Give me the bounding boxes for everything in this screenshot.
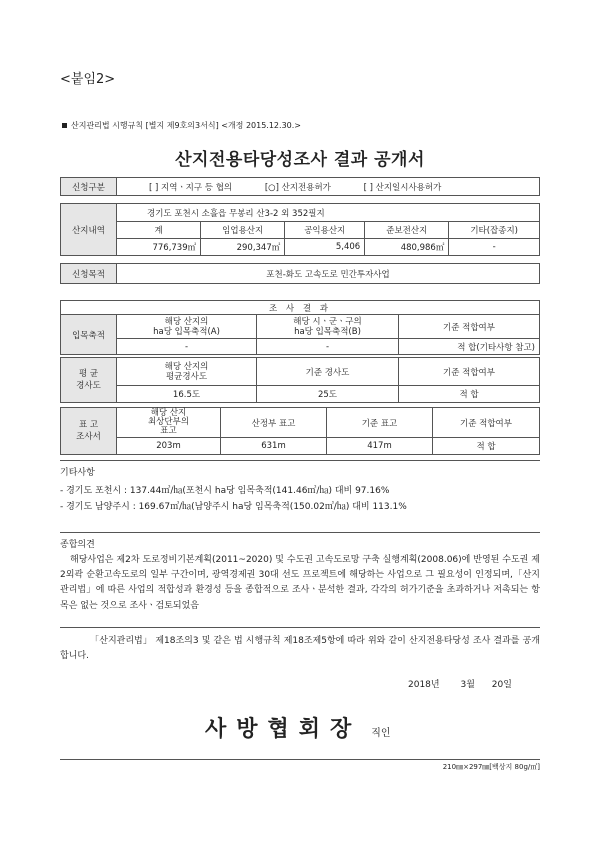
elevation-header-peak: 산정부 표고: [221, 408, 327, 438]
statement-section: [60, 627, 540, 664]
issuer-name: 사방협회장: [205, 717, 362, 742]
other-note-1: - 경기도 포천시 : 137.44㎥/㏊(포천시 ha당 임목축적(141.46㎥/㏊) 대비 97.16%: [60, 486, 390, 496]
purpose-label: 신청목적: [61, 264, 117, 284]
results-header: 조 사 결 과: [61, 301, 540, 315]
footer-divider: [60, 759, 540, 760]
slope-table: [60, 357, 540, 403]
elevation-header-fit: 기준 적합여부: [433, 408, 540, 438]
forest-value-other: -: [449, 239, 540, 256]
elevation-value-peak: 631m: [221, 438, 327, 455]
stock-table: [60, 300, 540, 355]
forest-header-other: 기타(잡종지): [449, 222, 540, 239]
square-bullet-icon: [62, 123, 67, 128]
attachment-label: <붙임2>: [60, 72, 116, 87]
stock-header-b: 해당 시ㆍ군ㆍ구의 ha당 입목축적(B): [257, 315, 399, 339]
slope-header-avg: 해당 산지의 평균경사도: [117, 358, 257, 386]
stock-label: 입목축적: [61, 315, 117, 355]
application-option-2: [○] 산지전용허가: [264, 182, 331, 193]
forest-label: 산지내역: [61, 204, 117, 256]
forest-value-total: 776,739㎡: [117, 239, 201, 256]
elevation-value-std: 417m: [327, 438, 433, 455]
forest-header-public: 공익용산지: [285, 222, 365, 239]
elevation-header-std: 기준 표고: [327, 408, 433, 438]
application-label: 신청구분: [61, 178, 117, 196]
statement-text: 「산지관리법」 제18조의3 및 같은 법 시행규칙 제18조제5항에 따라 위와 같이 산지전용타당성 조사 결과를 공개합니다.: [60, 636, 540, 662]
forest-header-total: 계: [117, 222, 201, 239]
purpose-value: 포천-화도 고속도로 민간투자사업: [117, 264, 540, 284]
stock-header-a: 해당 산지의 ha당 입목축적(A): [117, 315, 257, 339]
issue-day: 20일: [491, 680, 512, 690]
issue-date: [408, 677, 512, 690]
form-reference: [62, 120, 301, 131]
slope-value-std: 25도: [257, 386, 399, 403]
slope-header-fit: 기준 적합여부: [399, 358, 540, 386]
paper-spec: 210㎜×297㎜[백상지 80g/㎡]: [442, 763, 540, 771]
elevation-header-top: 해당 산지 최상단부의 표고: [117, 408, 221, 438]
opinion-label: 종합의견: [60, 540, 95, 550]
forest-header-forestry: 임업용산지: [201, 222, 285, 239]
elevation-value-top: 203m: [117, 438, 221, 455]
slope-value-avg: 16.5도: [117, 386, 257, 403]
form-reference-text: 산지관리법 시행규칙 [별지 제9호의3서식] <개정 2015.12.30.>: [71, 121, 301, 130]
issuer-block: [205, 712, 391, 743]
forest-header-semi: 준보전산지: [365, 222, 449, 239]
stock-value-b: -: [257, 339, 399, 355]
stock-header-fit: 기준 적합여부: [399, 315, 540, 339]
elevation-table: [60, 407, 540, 455]
forest-value-semi: 480,986㎡: [365, 239, 449, 256]
application-option-3: [ ] 산지일시사용허가: [363, 182, 442, 193]
stock-value-fit: 적 합(기타사항 참고): [399, 339, 540, 355]
application-options: [117, 178, 540, 196]
application-table: [60, 177, 540, 284]
slope-label: 평 균 경사도: [61, 358, 117, 403]
document-title: 산지전용타당성조사 결과 공개서: [175, 150, 425, 170]
forest-value-public: 5,406: [285, 239, 365, 256]
issue-month: 3월: [460, 680, 475, 690]
opinion-text: 해당사업은 제2차 도로정비기본계획(2011~2020) 및 수도권 고속도로망 구축 실행계획(2008.06)에 반영된 수도권 제2외곽 순환고속도로의 일부 구간이며, 광역경제권 30대 선도 프로젝트에 해당하는 사업으로 그 필요성이 인정되며,「산지관리법」에 따른 사업의 적합성과 환경성 등을 종합적으로 조사ㆍ분석한 결과, 각각의 허가기준을 초과하거나 저촉되는 항목은 없는 것으로 조사ㆍ검토되었음: [60, 555, 540, 611]
opinion-section: [60, 532, 540, 614]
other-notes-label: 기타사항: [60, 468, 95, 478]
stock-value-a: -: [117, 339, 257, 355]
slope-value-fit: 적 합: [399, 386, 540, 403]
issue-year: 2018년: [408, 680, 440, 690]
forest-value-forestry: 290,347㎡: [201, 239, 285, 256]
other-note-2: - 경기도 남양주시 : 169.67㎥/㏊(남양주시 ha당 임목축적(150.02㎥/㏊) 대비 113.1%: [60, 502, 407, 512]
slope-header-std: 기준 경사도: [257, 358, 399, 386]
elevation-label: 표 고 조사서: [61, 408, 117, 455]
application-option-1: [ ] 지역ㆍ지구 등 협의: [149, 182, 233, 193]
seal-label: 직인: [371, 728, 391, 739]
other-notes-section: [60, 460, 540, 517]
elevation-value-fit: 적 합: [433, 438, 540, 455]
forest-location: 경기도 포천시 소흘읍 무봉리 산3-2 외 352필지: [117, 204, 540, 222]
